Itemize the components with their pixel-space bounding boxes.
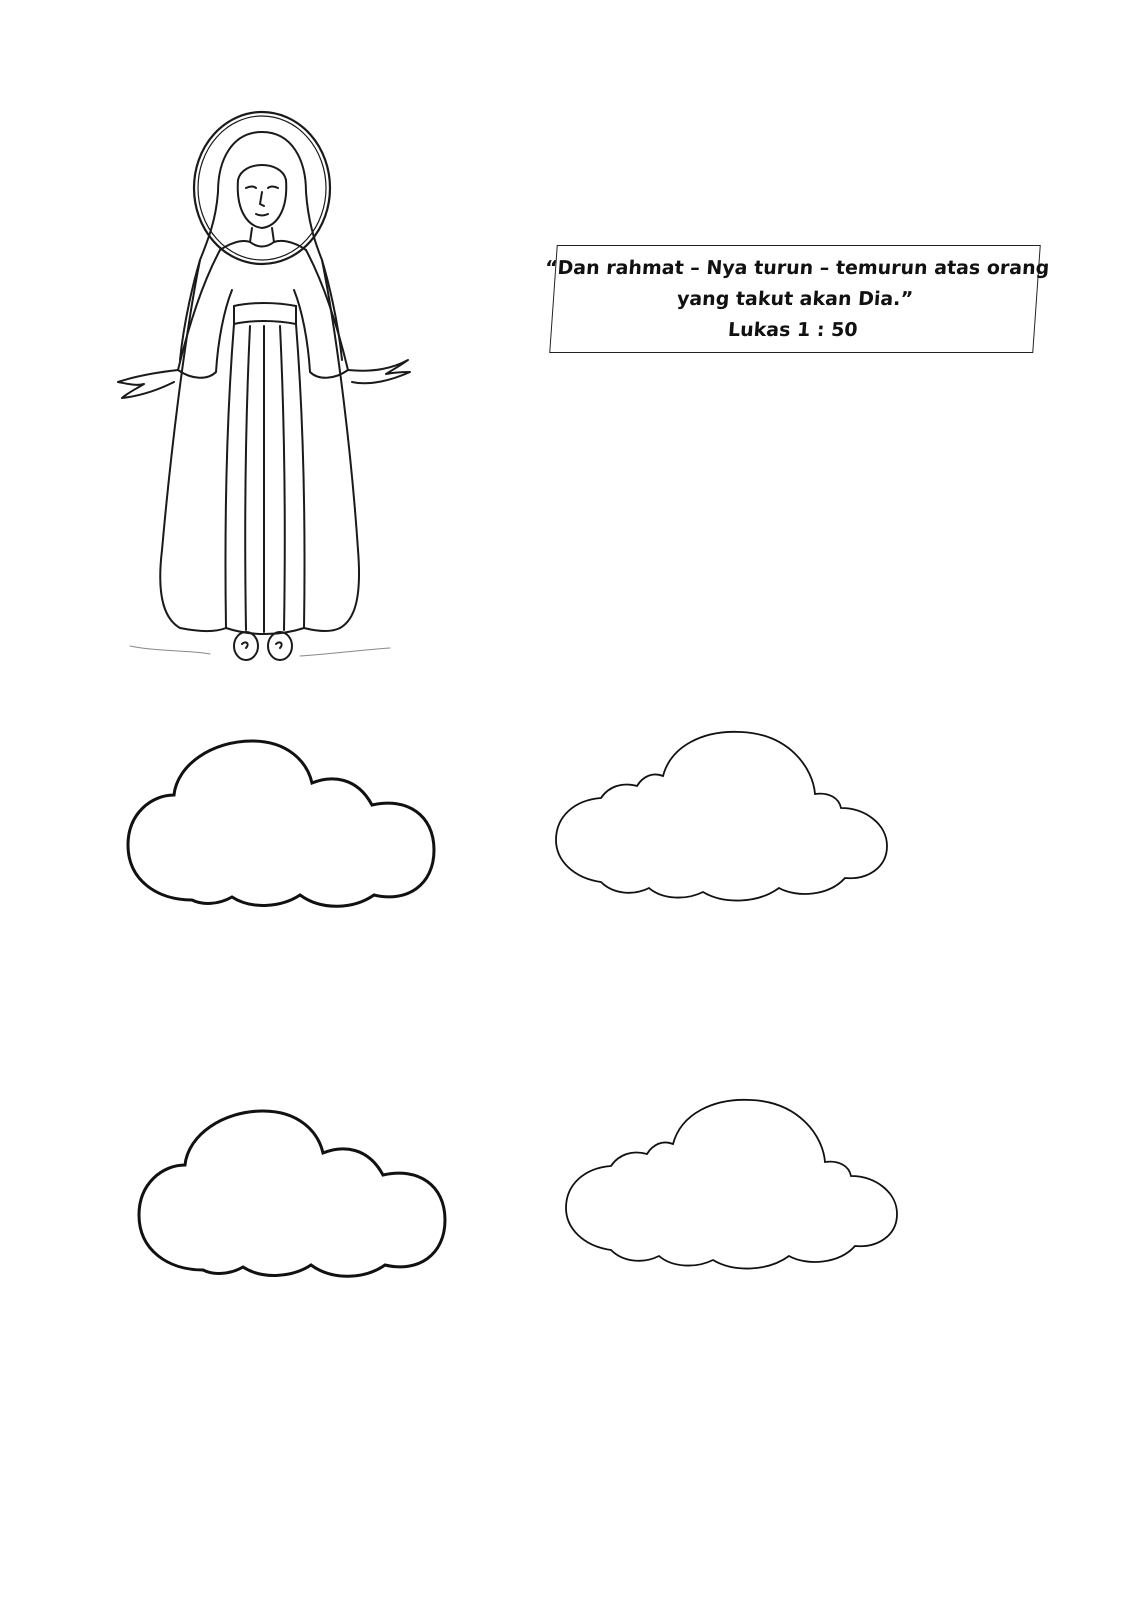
verse-line-1: “Dan rahmat – Nya turun – temurun atas orang — [544, 256, 1051, 279]
verse-box — [544, 245, 1051, 353]
verse-reference: Lukas 1 : 50 — [727, 318, 859, 341]
verse-line-2: yang takut akan Dia.” — [676, 287, 914, 310]
cloud-icon — [553, 728, 891, 906]
cloud-icon — [563, 1096, 901, 1274]
mary-figure-icon — [100, 80, 430, 680]
cloud-icon — [122, 735, 440, 913]
cloud-icon — [133, 1105, 451, 1283]
